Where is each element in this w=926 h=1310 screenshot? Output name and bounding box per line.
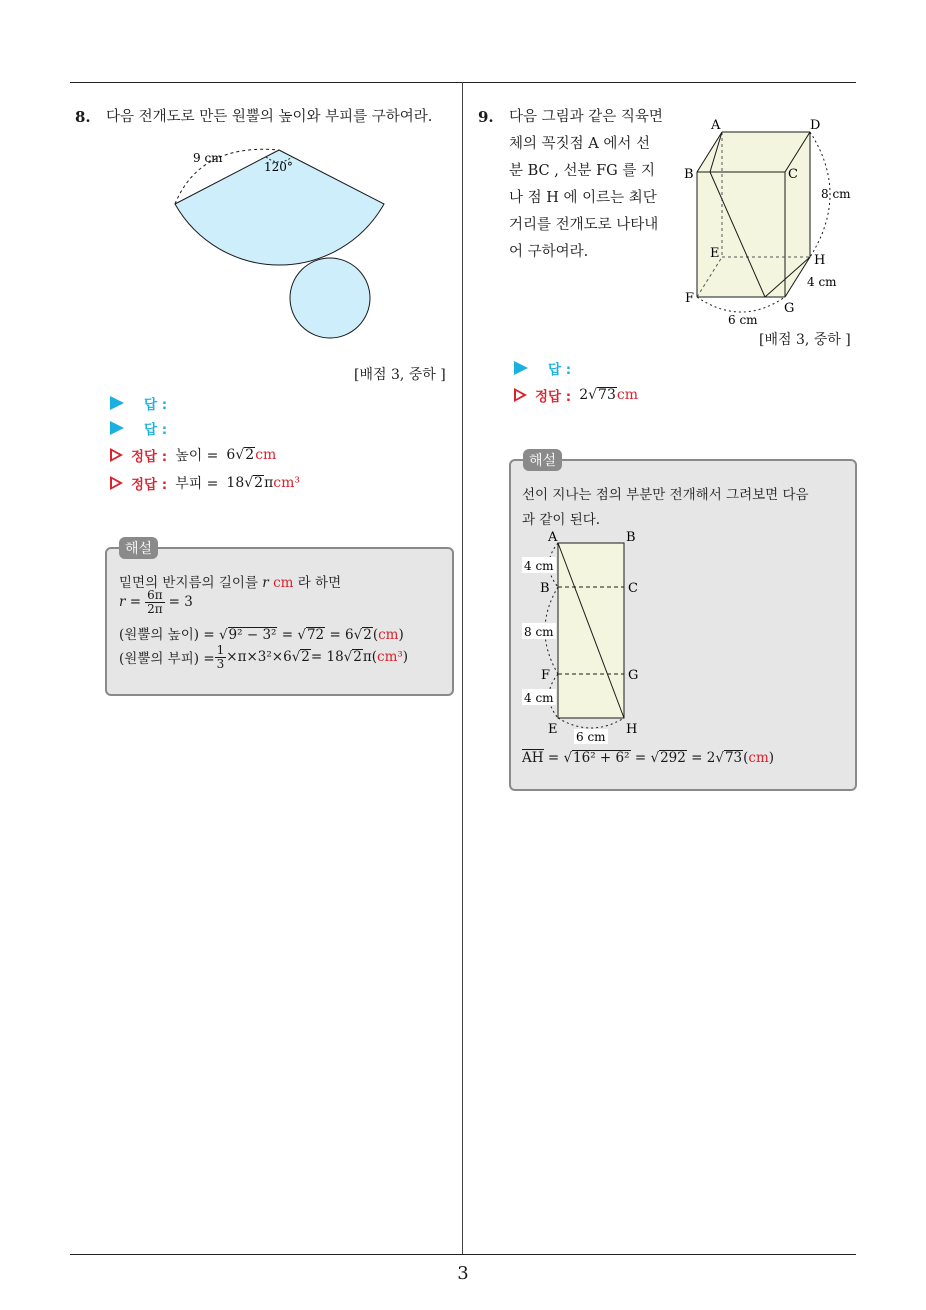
q8-answer-2[interactable]: 답 : [110, 418, 167, 438]
question-9-number: 9. [478, 108, 494, 126]
q9-correct-1: 정답 : 2√73cm [514, 385, 638, 405]
svg-text:4 cm: 4 cm [524, 559, 554, 573]
base-circle [290, 258, 370, 338]
header-rule [70, 82, 856, 83]
q8-sol-line-3: (원뿔의 높이) = √9² − 3² = √72 = 6√2(cm) [119, 627, 404, 643]
svg-text:B: B [540, 581, 550, 596]
q8-correct-1: 정답 : 높이 = 6√2cm [110, 445, 276, 465]
svg-text:A: A [711, 118, 721, 133]
footer-rule [70, 1254, 856, 1255]
svg-text:G: G [628, 668, 639, 683]
svg-text:C: C [788, 167, 798, 182]
correct-arrow-icon [514, 388, 527, 402]
q9-sol-line-2: 과 같이 된다. [522, 512, 601, 528]
unfolded-net-figure [518, 528, 648, 746]
answer-arrow-icon [514, 361, 528, 375]
svg-text:F: F [685, 291, 695, 306]
q9-solution-tag: 해설 [523, 449, 562, 471]
slant-label: 9 cm [193, 151, 223, 165]
svg-text:E: E [710, 246, 720, 261]
question-9-text: 다음 그림과 같은 직육면 체의 꼭짓점 A 에서 선 분 BC , 선분 FG 를 지 나 점 H 에 이르는 최단 거리를 전개도로 나타내 어 구하여라. [509, 109, 663, 260]
svg-text:6 cm: 6 cm [728, 313, 758, 327]
q8-sol-line-1: 밑면의 반지름의 길이를 r cm 라 하면 [119, 575, 342, 591]
svg-text:G: G [784, 301, 795, 316]
prism-figure [680, 112, 860, 330]
q8-solution-box [105, 547, 454, 696]
svg-text:6 cm: 6 cm [576, 730, 606, 744]
svg-text:H: H [626, 722, 638, 737]
q8-answer-1[interactable]: 답 : [110, 393, 167, 413]
svg-text:D: D [810, 118, 821, 133]
q8-sol-line-4: (원뿔의 부피) = $\frac{1}{3}$ ×π×3²×6 √ 2 = 18 √ 2 π( cm³ ) [119, 643, 409, 671]
svg-text:C: C [628, 581, 638, 596]
q9-score: [배점 3, 중하 ] [759, 332, 851, 348]
q8-sol-line-2: r = $\frac{6\pi}{2\pi}$ = 3 [119, 588, 193, 616]
answer-arrow-icon [110, 421, 124, 435]
question-8-text: 다음 전개도로 만든 원뿔의 높이와 부피를 구하여라. [106, 109, 433, 125]
correct-arrow-icon [110, 448, 123, 462]
q9-sol-line-1: 선이 지나는 점의 부분만 전개해서 그려보면 다음 [522, 487, 809, 503]
svg-text:H: H [814, 253, 826, 268]
svg-text:4 cm: 4 cm [807, 275, 837, 289]
q8-solution-tag: 해설 [119, 537, 158, 559]
page-number: 3 [457, 1263, 469, 1284]
angle-label: 120° [264, 160, 293, 174]
question-8-number: 8. [75, 108, 91, 126]
cone-net-figure [160, 135, 400, 345]
answer-arrow-icon [110, 396, 124, 410]
correct-arrow-icon [110, 476, 123, 490]
svg-text:B: B [684, 167, 694, 182]
q8-correct-2: 정답 : 부피 = 18√2πcm³ [110, 473, 300, 493]
svg-text:4 cm: 4 cm [524, 691, 554, 705]
svg-text:A: A [548, 530, 558, 545]
svg-text:F: F [541, 668, 551, 683]
svg-text:E: E [548, 722, 558, 737]
q8-score: [배점 3, 중하 ] [354, 367, 446, 383]
svg-text:8 cm: 8 cm [821, 187, 851, 201]
svg-text:B: B [626, 530, 636, 545]
svg-text:8 cm: 8 cm [524, 625, 554, 639]
q9-sol-final: AH = √16² + 6² = √292 = 2√73(cm) [522, 750, 775, 766]
column-divider [462, 82, 463, 1254]
q9-answer-1[interactable]: 답 : [514, 358, 571, 378]
